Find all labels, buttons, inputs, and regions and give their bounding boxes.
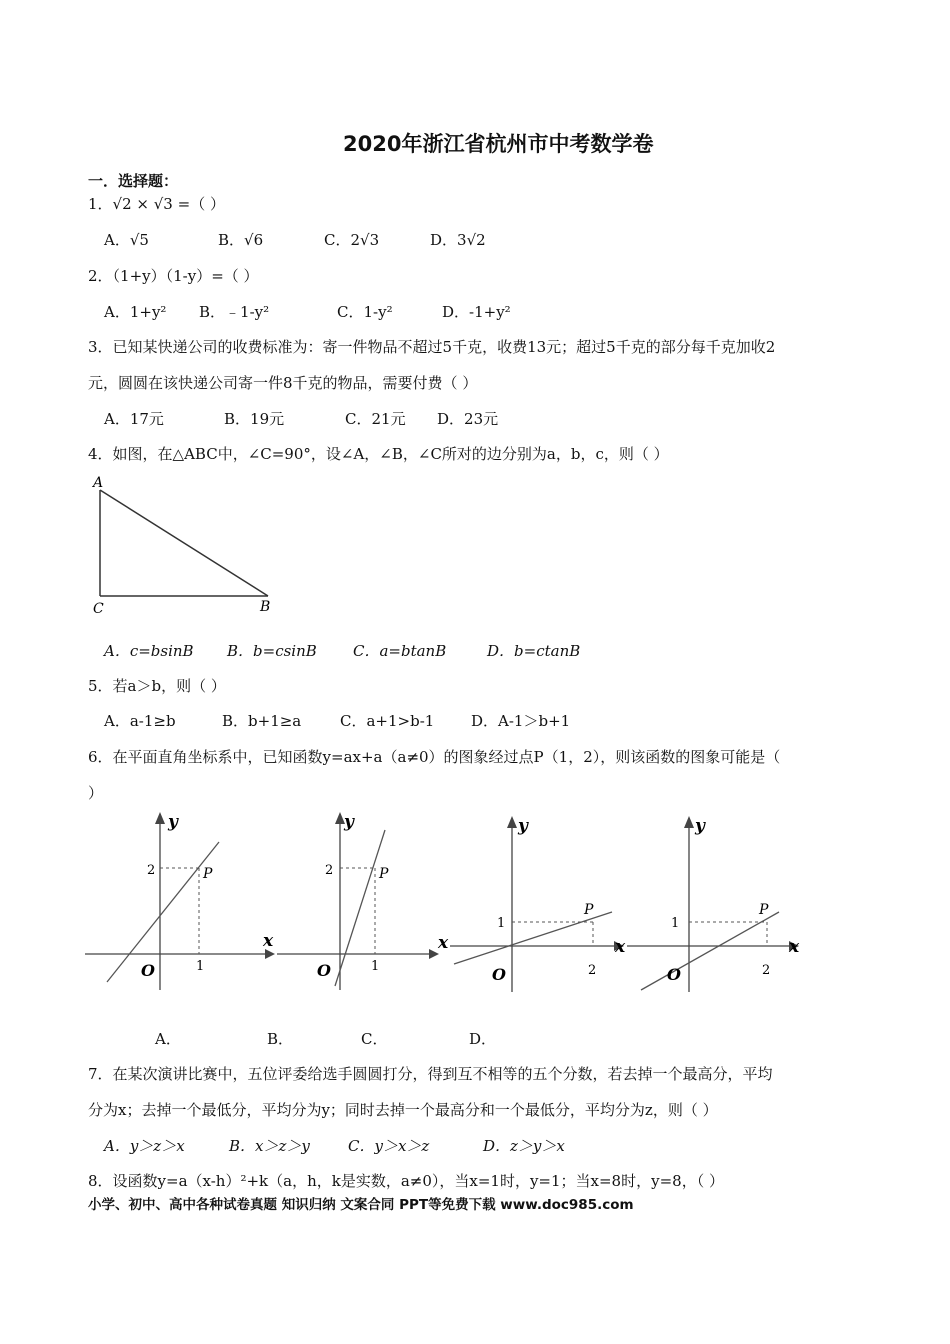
question-1	[88, 193, 225, 214]
q5-option-c: C．a+1>b-1	[340, 712, 435, 730]
q6-option-a: A．	[155, 1030, 181, 1048]
point-p-label: P	[584, 902, 594, 918]
q7-option-b: B．x＞z＞y	[229, 1137, 310, 1155]
question-1-stem: √2 × √3 =（ ）	[112, 195, 225, 213]
q4-option-a: A．c=bsinB	[104, 642, 194, 660]
graph-c	[450, 810, 635, 995]
origin-label: O	[317, 961, 331, 980]
origin-label: O	[141, 961, 155, 980]
q4-option-c: C．a=btanB	[353, 642, 447, 660]
x-axis-label: x	[263, 931, 274, 951]
graph-b	[277, 810, 457, 990]
q4-option-d: D．b=ctanB	[487, 642, 581, 660]
q3-option-a: A．17元	[104, 410, 164, 428]
y-axis-label: y	[518, 816, 528, 836]
origin-label: O	[492, 965, 506, 984]
footer-banner: 小学、初中、高中各种试卷真题 知识归纳 文案合同 PPT等免费下载 www.doc985.com	[88, 1197, 634, 1213]
q7-option-c: C．y＞x＞z	[348, 1137, 430, 1155]
q4-option-b: B．b=csinB	[227, 642, 317, 660]
q1-option-d: D．3√2	[430, 231, 486, 249]
q1-option-b: B．√6	[218, 231, 264, 249]
q5-option-a: A．a-1≥b	[104, 712, 176, 730]
question-3-line-2: 元，圆圆在该快递公司寄一件8千克的物品，需要付费（ ）	[88, 374, 478, 392]
question-4-stem: 4．如图，在△ABC中，∠C=90°，设∠A，∠B，∠C所对的边分别为a，b，c，则（ ）	[88, 445, 669, 463]
y-axis-label: y	[695, 816, 705, 836]
question-6-line-1: 6．在平面直角坐标系中，已知函数y=ax+a（a≠0）的图象经过点P（1，2），则该函数的图象可能是（	[88, 748, 781, 766]
question-5-stem: 5．若a＞b，则（ ）	[88, 677, 226, 695]
q6-option-c: C．	[361, 1030, 388, 1048]
y-axis-label: y	[168, 812, 178, 832]
x-axis-label: x	[789, 937, 800, 957]
question-8-stem: 8．设函数y=a（x-h）²+k（a，h，k是实数，a≠0），当x=1时，y=1；当x=8时，y=8，（ ）	[88, 1172, 724, 1190]
q5-option-b: B．b+1≥a	[222, 712, 302, 730]
y-axis-label: y	[344, 812, 354, 832]
vertex-label-a: A	[93, 475, 104, 491]
question-7-line-2: 分为x；去掉一个最低分，平均分为y；同时去掉一个最高分和一个最低分，平均分为z，则（ ）	[88, 1101, 718, 1119]
page-title: 2020年浙江省杭州市中考数学卷	[343, 132, 654, 156]
q2-option-b: B．﹣1-y²	[199, 303, 270, 321]
question-7-line-1: 7．在某次演讲比赛中，五位评委给选手圆圆打分，得到互不相等的五个分数，若去掉一个最高分，平均	[88, 1065, 773, 1083]
x-axis-label: x	[438, 933, 449, 953]
triangle-figure	[88, 470, 288, 620]
question-1-number: 1．	[88, 195, 113, 213]
x-tick-label: 2	[762, 963, 771, 978]
vertex-label-c: C	[93, 601, 104, 617]
q6-option-d: D．	[469, 1030, 497, 1048]
q7-option-a: A．y＞z＞x	[104, 1137, 185, 1155]
q3-option-d: D．23元	[437, 410, 499, 428]
x-tick-label: 1	[371, 959, 380, 974]
y-tick-label: 2	[325, 863, 334, 878]
x-tick-label: 1	[196, 959, 205, 974]
y-tick-label: 2	[147, 863, 156, 878]
y-tick-label: 1	[671, 916, 680, 931]
vertex-label-b: B	[260, 599, 271, 615]
graph-d	[627, 810, 812, 995]
origin-label: O	[667, 965, 681, 984]
question-3-line-1: 3．已知某快递公司的收费标准为：寄一件物品不超过5千克，收费13元；超过5千克的部分每千克加收2	[88, 338, 776, 356]
q2-option-d: D．-1+y²	[442, 303, 511, 321]
q1-option-c: C．2√3	[324, 231, 380, 249]
q2-option-c: C．1-y²	[337, 303, 393, 321]
point-p-label: P	[203, 866, 213, 882]
q6-option-b: B．	[267, 1030, 294, 1048]
q5-option-d: D．A-1＞b+1	[471, 712, 571, 730]
section-heading: 一．选择题：	[88, 172, 179, 190]
question-2-stem: 2．（1+y）（1-y）=（ ）	[88, 267, 259, 285]
question-6-line-2: ）	[88, 784, 104, 802]
q3-option-b: B．19元	[224, 410, 285, 428]
q2-option-a: A．1+y²	[104, 303, 167, 321]
point-p-label: P	[759, 902, 769, 918]
q7-option-d: D．z＞y＞x	[483, 1137, 565, 1155]
q3-option-c: C．21元	[345, 410, 406, 428]
y-tick-label: 1	[497, 916, 506, 931]
x-axis-label: x	[615, 937, 626, 957]
point-p-label: P	[379, 866, 389, 882]
q1-option-a: A．√5	[104, 231, 149, 249]
x-tick-label: 2	[588, 963, 597, 978]
graph-a	[85, 810, 285, 990]
